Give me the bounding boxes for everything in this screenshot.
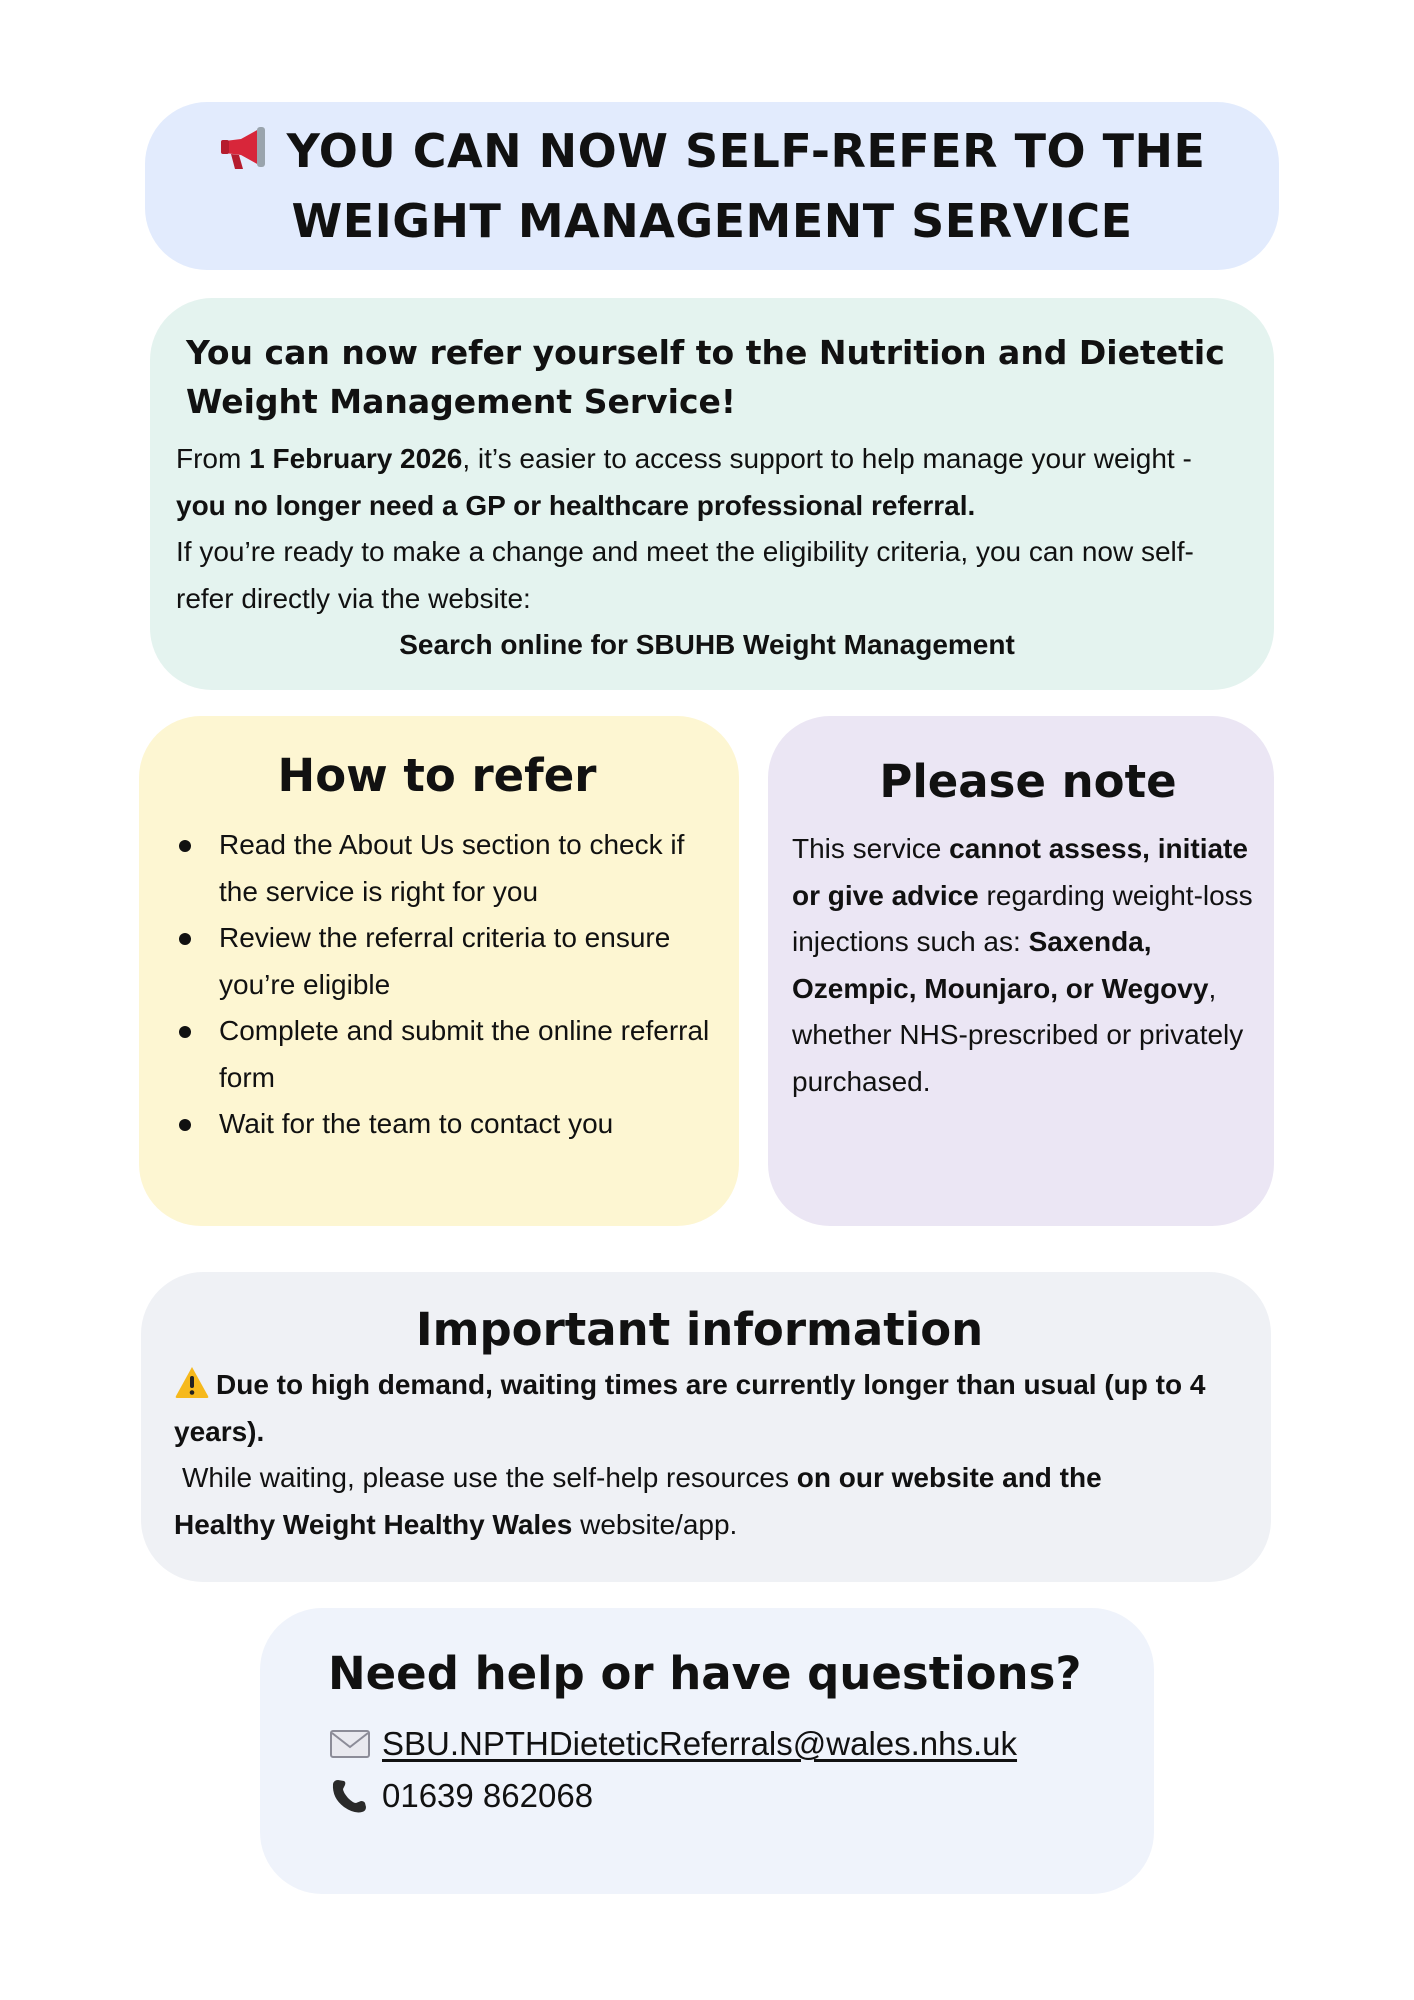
note-text-1: This service: [792, 833, 950, 864]
list-item: Read the About Us section to check if the service is right for you: [179, 822, 719, 915]
banner-title-line-2: WEIGHT MANAGEMENT SERVICE: [291, 194, 1133, 248]
phone-icon: [328, 1776, 372, 1816]
self-help-text-1: While waiting, please use the self-help resources: [182, 1462, 797, 1493]
note-text-3: regarding weight-loss injections such as:: [792, 879, 1253, 957]
email-link[interactable]: SBU.NPTHDieteticReferrals@wales.nhs.uk: [382, 1725, 1018, 1762]
help-card: [260, 1608, 1154, 1894]
please-note-heading: Please note: [879, 755, 1177, 808]
please-note-body: [792, 826, 1254, 1105]
warning-icon: [174, 1365, 210, 1399]
how-to-refer-card: [139, 716, 739, 1226]
megaphone-icon: [219, 120, 273, 164]
important-info-card: [141, 1272, 1271, 1582]
note-drug-names: Saxenda, Ozempic, Mounjaro, or Wegovy: [792, 926, 1209, 1004]
header-banner: [145, 102, 1279, 270]
intro-from: From: [176, 443, 250, 474]
waiting-time-warning: [174, 1362, 1231, 1455]
banner-title-text-1: YOU CAN NOW SELF-REFER TO THE: [286, 124, 1206, 178]
intro-mid: , it’s easier to access support to help manage your weight -: [462, 443, 1192, 474]
phone-number[interactable]: 01639 862068: [382, 1777, 594, 1814]
note-text-5: , whether NHS-prescribed or privately purchased.: [792, 972, 1244, 1097]
list-item: Review the referral criteria to ensure you’re eligible: [179, 915, 719, 1008]
banner-title-line-1: [219, 116, 1206, 186]
envelope-icon: [328, 1724, 372, 1764]
intro-search-instruction: Search online for SBUHB Weight Management: [399, 629, 1015, 660]
how-to-refer-heading: How to refer: [277, 749, 597, 802]
intro-card: [150, 298, 1274, 690]
help-heading: Need help or have questions?: [328, 1647, 1082, 1700]
list-item: Complete and submit the online referral form: [179, 1008, 719, 1101]
please-note-card: [768, 716, 1274, 1226]
intro-paragraph-2: If you’re ready to make a change and meet the eligibility criteria, you can now self-refer directly via the website:: [176, 536, 1194, 614]
intro-no-gp: you no longer need a GP or healthcare professional referral.: [176, 489, 976, 521]
phone-row: [328, 1770, 1154, 1822]
list-item: Wait for the team to contact you: [179, 1101, 719, 1148]
intro-paragraph-1: [176, 436, 1238, 529]
self-help-text: [174, 1455, 1231, 1548]
warning-text: Due to high demand, waiting times are currently longer than usual (up to 4 years).: [174, 1369, 1206, 1447]
intro-date: 1 February 2026: [249, 443, 463, 474]
self-help-text-4: website/app.: [572, 1508, 738, 1540]
email-row: [328, 1718, 1154, 1770]
note-cannot-assess: cannot assess, initiate or give advice: [792, 833, 1248, 911]
self-help-website: on our website and the: [796, 1462, 1102, 1493]
important-info-heading: Important information: [415, 1303, 984, 1356]
intro-heading: You can now refer yourself to the Nutrition and Dietetic Weight Management Service!: [186, 333, 1225, 421]
steps-list: [179, 822, 719, 1148]
healthy-weight-wales: Healthy Weight Healthy Wales: [174, 1508, 573, 1540]
